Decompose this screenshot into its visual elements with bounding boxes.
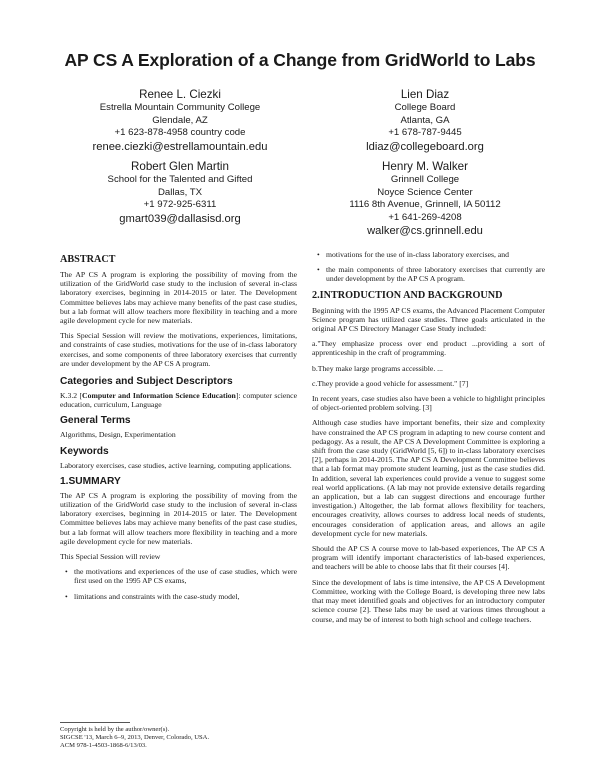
summary-paragraph: This Special Session will review bbox=[60, 552, 161, 562]
author-address: Glendale, AZ bbox=[152, 114, 208, 126]
introduction-heading: 2.INTRODUCTION AND BACKGROUND bbox=[312, 289, 503, 301]
list-item: • limitations and constraints with the case-study model, bbox=[74, 592, 297, 601]
author-name: Robert Glen Martin bbox=[131, 160, 229, 173]
left-column bbox=[60, 254, 297, 607]
list-item: • motivations for the use of in-class laboratory exercises, and bbox=[326, 250, 545, 259]
summary-paragraph: The AP CS A program is exploring the possibility of moving from the utilization of the GridWorld case study to the inclusion of several in-class laboratory exercises, beginning in 2014-2015 or later. The Development Committee believes labs may achieve many benefits of the past case studies, but a lab format will allow teachers more flexibility in teaching and a more agile development cycle for new materials. bbox=[60, 490, 297, 546]
general-terms-heading: General Terms bbox=[60, 415, 131, 427]
abstract-paragraph: The AP CS A program is exploring the possibility of moving from the utilization of the GridWorld case study to the inclusion of several in-class laboratory exercises, beginning in 2014-2015 or later. The Development Committee believes labs may achieve many benefits of the past case studies, but a lab format will allow teachers more flexibility in teaching and a more agile development cycle for new materials. bbox=[60, 270, 297, 326]
author-affiliation: Estrella Mountain Community College bbox=[99, 102, 261, 113]
intro-paragraph: In recent years, case studies also have been a vehicle to highlight principles of object-oriented problem solving. [3] bbox=[312, 394, 545, 413]
author-name: Renee L. Ciezki bbox=[139, 88, 221, 101]
general-terms-text: Algorithms, Design, Experimentation bbox=[60, 430, 176, 440]
keywords-text: Laboratory exercises, case studies, active learning, computing applications. bbox=[60, 460, 292, 470]
author-phone: +1 678-787-9445 bbox=[388, 127, 462, 139]
footnote-divider bbox=[60, 722, 130, 723]
author-name: Henry M. Walker bbox=[382, 160, 468, 173]
list-item: • the motivations and experiences of the use of case studies, which were first used on the 1995 AP CS exams, bbox=[74, 567, 297, 585]
author-affiliation: College Board bbox=[394, 102, 456, 113]
author-phone: +1 972-925-6311 bbox=[143, 199, 217, 211]
categories-rest: ]: computer science education, curriculum, Language bbox=[60, 391, 297, 410]
author-block-ciezki bbox=[60, 87, 300, 154]
right-column bbox=[312, 250, 545, 630]
author-name: Lien Diaz bbox=[400, 88, 450, 101]
list-item: a."They emphasize process over end product ...providing a sort of apprenticeship in the craft of programming. bbox=[312, 339, 545, 358]
paper-title: AP CS A Exploration of a Change from GridWorld to Labs bbox=[64, 50, 536, 70]
author-email[interactable]: ldiaz@collegeboard.org bbox=[366, 140, 484, 153]
list-item: • the main components of three laboratory exercises that currently are under development by the AP CS A program. bbox=[326, 265, 545, 283]
author-email[interactable]: gmart039@dallasisd.org bbox=[119, 212, 241, 225]
author-affiliation-secondary: Noyce Science Center bbox=[377, 186, 473, 198]
author-address: Atlanta, GA bbox=[400, 114, 450, 126]
author-address: Dallas, TX bbox=[157, 186, 203, 198]
author-phone: +1 623-878-4958 country code bbox=[114, 127, 246, 139]
categories-bold: Computer and Information Science Education bbox=[82, 391, 236, 401]
summary-bullet-list bbox=[60, 567, 297, 601]
intro-paragraph: Beginning with the 1995 AP CS exams, the Advanced Placement Computer Science program has utilized case studies. Three goals articulated in the original AP CS Directory Manager Case Study included: bbox=[312, 305, 545, 334]
summary-heading: 1.SUMMARY bbox=[60, 475, 121, 487]
author-block-walker bbox=[305, 159, 545, 238]
author-email[interactable]: renee.ciezki@estrellamountain.edu bbox=[92, 140, 268, 153]
abstract-paragraph: This Special Session will review the motivations, experiences, limitations, and constraints of case studies, motivations for the use of in-class laboratory exercises, and some components of three laboratory exercises that currently are under development by the AP CS A program. bbox=[60, 331, 297, 368]
intro-paragraph: Although case studies have important benefits, their size and complexity have constrained the AP CS program in adapting to new course content and pedagogy. As a result, the AP CS A Development Committee is exploring a shift from the case study (GridWorld [5, 6]) to in-class laboratory exercises [2], perhaps in 2014-2015. The AP CS A Development Committee believes that a lab format may promote student learning, just as the case studies did. In addition, several lab experiences could provide a venue to suggest some real world applications. (A lab may not provide extensive details regarding an application, but a lab can suggest directions and encourage further investigation.) Altogether, the lab format allows flexibility for teachers, encourages creativity, allows courses to address local needs of students, encourages consideration of application areas, and allows an agile development cycle for new materials. bbox=[312, 418, 545, 538]
author-address: 1116 8th Avenue, Grinnell, IA 50112 bbox=[349, 199, 501, 211]
categories-text bbox=[60, 391, 297, 409]
keywords-heading: Keywords bbox=[60, 445, 109, 457]
footnote-line: Copyright is held by the author/owner(s). bbox=[60, 726, 170, 733]
abstract-heading: ABSTRACT bbox=[60, 254, 116, 265]
intro-paragraph: Since the development of labs is time intensive, the AP CS A Development Committee, working with the College Board, is developing three new labs that may meet identified goals and objectives for an introductory computer science course [2]. These labs may be used at various times throughout a course, and may be of interest to both high school and college teachers. bbox=[312, 577, 545, 624]
list-item: c.They provide a good vehicle for assessment." [7] bbox=[312, 378, 469, 388]
intro-paragraph: Should the AP CS A course move to lab-based experiences, The AP CS A program will identify important characteristics of lab-based experiences, and teachers will be able to choose labs that fit their courses [4]. bbox=[312, 544, 545, 572]
author-block-martin bbox=[60, 159, 300, 226]
continued-bullet-list bbox=[312, 250, 545, 284]
author-block-diaz bbox=[305, 87, 545, 154]
categories-heading: Categories and Subject Descriptors bbox=[60, 376, 233, 388]
copyright-footnote bbox=[60, 726, 300, 751]
author-phone: +1 641-269-4208 bbox=[388, 211, 462, 223]
list-item: b.They make large programs accessible. ... bbox=[312, 363, 443, 373]
footnote-line: ACM 978-1-4503-1868-6/13/03. bbox=[60, 742, 147, 750]
goals-list bbox=[312, 339, 545, 388]
author-affiliation: Grinnell College bbox=[390, 174, 460, 185]
author-affiliation: School for the Talented and Gifted bbox=[107, 174, 253, 185]
footnote-line: SIGCSE '13, March 6–9, 2013, Denver, Colorado, USA. bbox=[60, 734, 210, 742]
author-email[interactable]: walker@cs.grinnell.edu bbox=[367, 225, 483, 238]
categories-code: K.3.2 [ bbox=[60, 391, 83, 401]
